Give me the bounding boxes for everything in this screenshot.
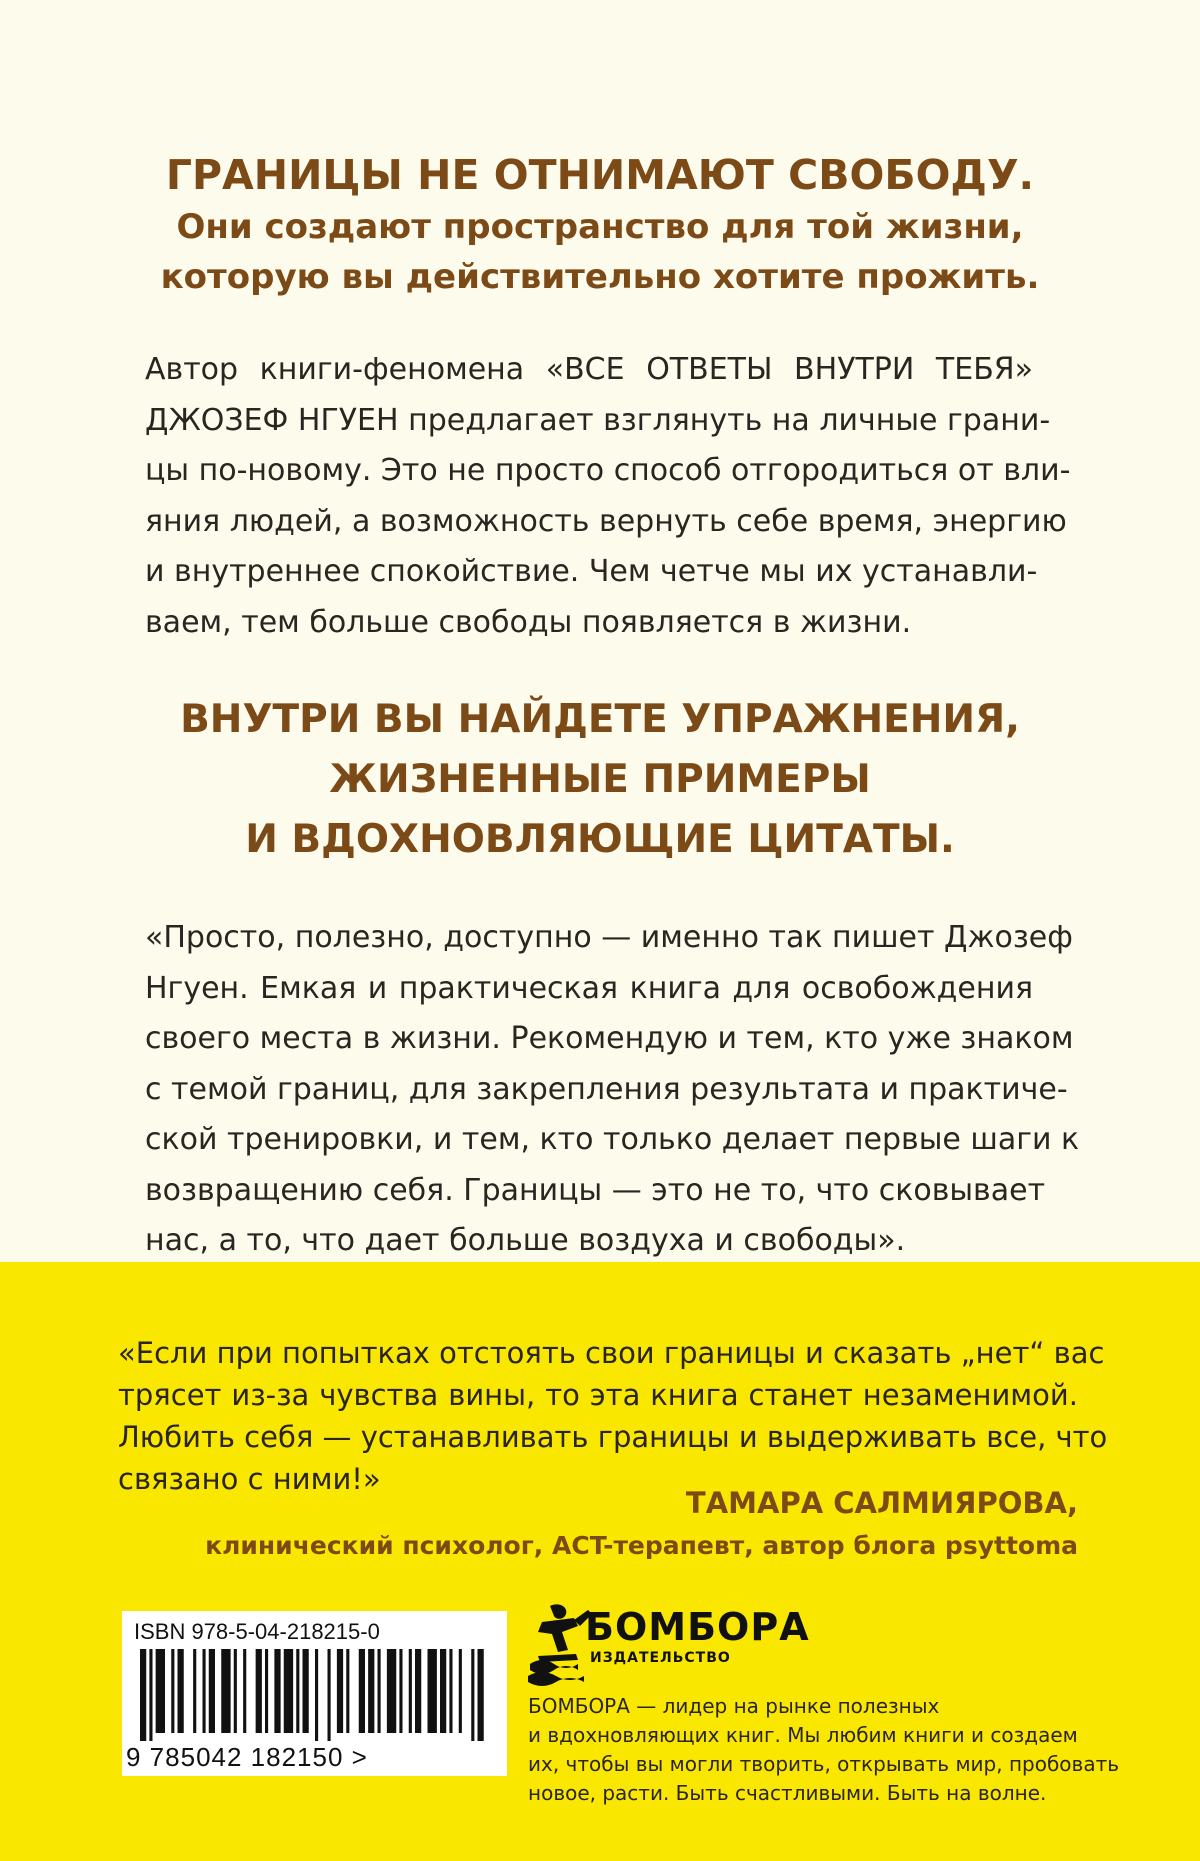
publisher-line: их, чтобы вы могли творить, открывать мир, пробовать bbox=[528, 1752, 1120, 1776]
barcode-bar bbox=[221, 1649, 230, 1733]
quote-line: ской тренировки, и тем, кто только делает первые шаги к bbox=[145, 1122, 1080, 1157]
barcode-bars bbox=[140, 1649, 490, 1741]
publisher-logo-sub: ИЗДАТЕЛЬСТВО bbox=[590, 1650, 731, 1666]
headline-boundaries bbox=[0, 148, 1200, 302]
publisher-logo-name: БОМБОРА bbox=[585, 1605, 810, 1649]
publisher-line: новое, расти. Быть счастливыми. Быть на волне. bbox=[528, 1781, 1047, 1805]
barcode-bar bbox=[284, 1649, 293, 1733]
intro-line: Автор книги-феномена «ВСЕ ОТВЕТЫ ВНУТРИ ТЕБЯ» bbox=[145, 352, 1033, 387]
barcode-bar bbox=[368, 1649, 374, 1733]
barcode-bar bbox=[256, 1649, 262, 1733]
headline2-line-1: ВНУТРИ ВЫ НАЙДЕТЕ УПРАЖНЕНИЯ, bbox=[180, 697, 1020, 742]
barcode-bar bbox=[178, 1649, 184, 1733]
quote2-line: «Если при попытках отстоять свои границы и сказать „нет“ вас bbox=[118, 1336, 1105, 1370]
barcode-bar bbox=[328, 1649, 331, 1741]
publisher-line: БОМБОРА — лидер на рынке полезных bbox=[528, 1694, 940, 1718]
barcode-bar bbox=[209, 1649, 215, 1733]
isbn-number: ISBN 978-5-04-218215-0 bbox=[134, 1619, 380, 1644]
barcode-bar bbox=[203, 1649, 206, 1733]
barcode-bar bbox=[315, 1649, 318, 1741]
quote-line: своего места в жизни. Рекомендую и тем, кто уже знаком bbox=[145, 1021, 1074, 1056]
intro-line: цы по-новому. Это не просто способ отгородиться от вли- bbox=[145, 453, 1071, 488]
barcode-digits: 9 785042 182150 > bbox=[126, 1742, 368, 1772]
publisher-line: и вдохновляющих книг. Мы любим книги и создаем bbox=[528, 1723, 1078, 1747]
barcode bbox=[122, 1611, 507, 1776]
barcode-bar bbox=[449, 1649, 452, 1733]
barcode-bar bbox=[171, 1649, 174, 1733]
barcode-bar bbox=[296, 1649, 299, 1733]
publisher-description bbox=[528, 1692, 1120, 1808]
barcode-bar bbox=[409, 1649, 412, 1733]
quote2-line: трясет из-за чувства вины, то эта книга станет незаменимой. bbox=[118, 1378, 1078, 1412]
headline2-line-3: И ВДОХНОВЛЯЮЩИЕ ЦИТАТЫ. bbox=[245, 817, 955, 862]
barcode-bar bbox=[415, 1649, 421, 1733]
headline-inside bbox=[0, 690, 1200, 870]
intro-line: и внутреннее спокойствие. Чем четче мы их устанавли- bbox=[145, 554, 1038, 589]
barcode-bar bbox=[346, 1649, 349, 1733]
intro-line: ДЖОЗЕФ НГУЕН предлагает взглянуть на личные грани- bbox=[145, 402, 1051, 438]
barcode-bar bbox=[478, 1649, 484, 1741]
quote-line: с темой границ, для закрепления результата и практиче- bbox=[145, 1071, 1068, 1107]
headline2-line-2: ЖИЗНЕННЫЕ ПРИМЕРЫ bbox=[329, 757, 871, 802]
quote-line: возвращению себя. Границы — это не то, что сковывает bbox=[145, 1172, 1046, 1208]
intro-line: ваем, тем больше свободы появляется в жизни. bbox=[145, 604, 912, 640]
quote-author-role: клинический психолог, ACT-терапевт, автор блога psyttoma bbox=[205, 1531, 1078, 1560]
barcode-bar bbox=[303, 1649, 309, 1733]
barcode-bar bbox=[337, 1649, 343, 1733]
review-quote-2 bbox=[118, 1332, 1108, 1500]
barcode-bar bbox=[265, 1649, 268, 1733]
intro-paragraph bbox=[145, 345, 1071, 648]
barcode-bar bbox=[149, 1649, 152, 1741]
barcode-bar bbox=[156, 1649, 165, 1733]
barcode-bar bbox=[378, 1649, 381, 1733]
headline-line-2: Они создают пространство для той жизни, bbox=[176, 207, 1024, 247]
quote2-line: Любить себя — устанавливать границы и выдерживать все, что bbox=[118, 1420, 1108, 1454]
barcode-bar bbox=[440, 1649, 446, 1733]
barcode-bar bbox=[274, 1649, 280, 1733]
headline-line-3: которую вы действительно хотите прожить. bbox=[160, 257, 1040, 297]
barcode-bar bbox=[428, 1649, 437, 1733]
headline-line-1: ГРАНИЦЫ НЕ ОТНИМАЮТ СВОБОДУ. bbox=[165, 151, 1035, 199]
quote-author-name: ТАМАРА САЛМИЯРОВА, bbox=[685, 1486, 1078, 1520]
barcode-bar bbox=[471, 1649, 474, 1741]
barcode-bar bbox=[243, 1649, 246, 1733]
quote-line: «Просто, полезно, доступно — именно так пишет Джозеф bbox=[145, 920, 1073, 955]
barcode-bar bbox=[399, 1649, 402, 1733]
quote-line: Нгуен. Емкая и практическая книга для освобождения bbox=[145, 970, 1033, 1006]
barcode-bar bbox=[359, 1649, 365, 1733]
barcode-bar bbox=[193, 1649, 196, 1733]
review-quote-1 bbox=[145, 913, 1080, 1267]
intro-line: яния людей, а возможность вернуть себе время, энергию bbox=[145, 503, 1067, 539]
barcode-bar bbox=[387, 1649, 396, 1733]
barcode-bar bbox=[140, 1649, 146, 1741]
quote-line: нас, а то, что дает больше воздуха и свободы». bbox=[145, 1223, 906, 1258]
quote2-line: связано с ними!» bbox=[118, 1462, 381, 1496]
barcode-bar bbox=[234, 1649, 237, 1733]
barcode-bar bbox=[459, 1649, 462, 1733]
